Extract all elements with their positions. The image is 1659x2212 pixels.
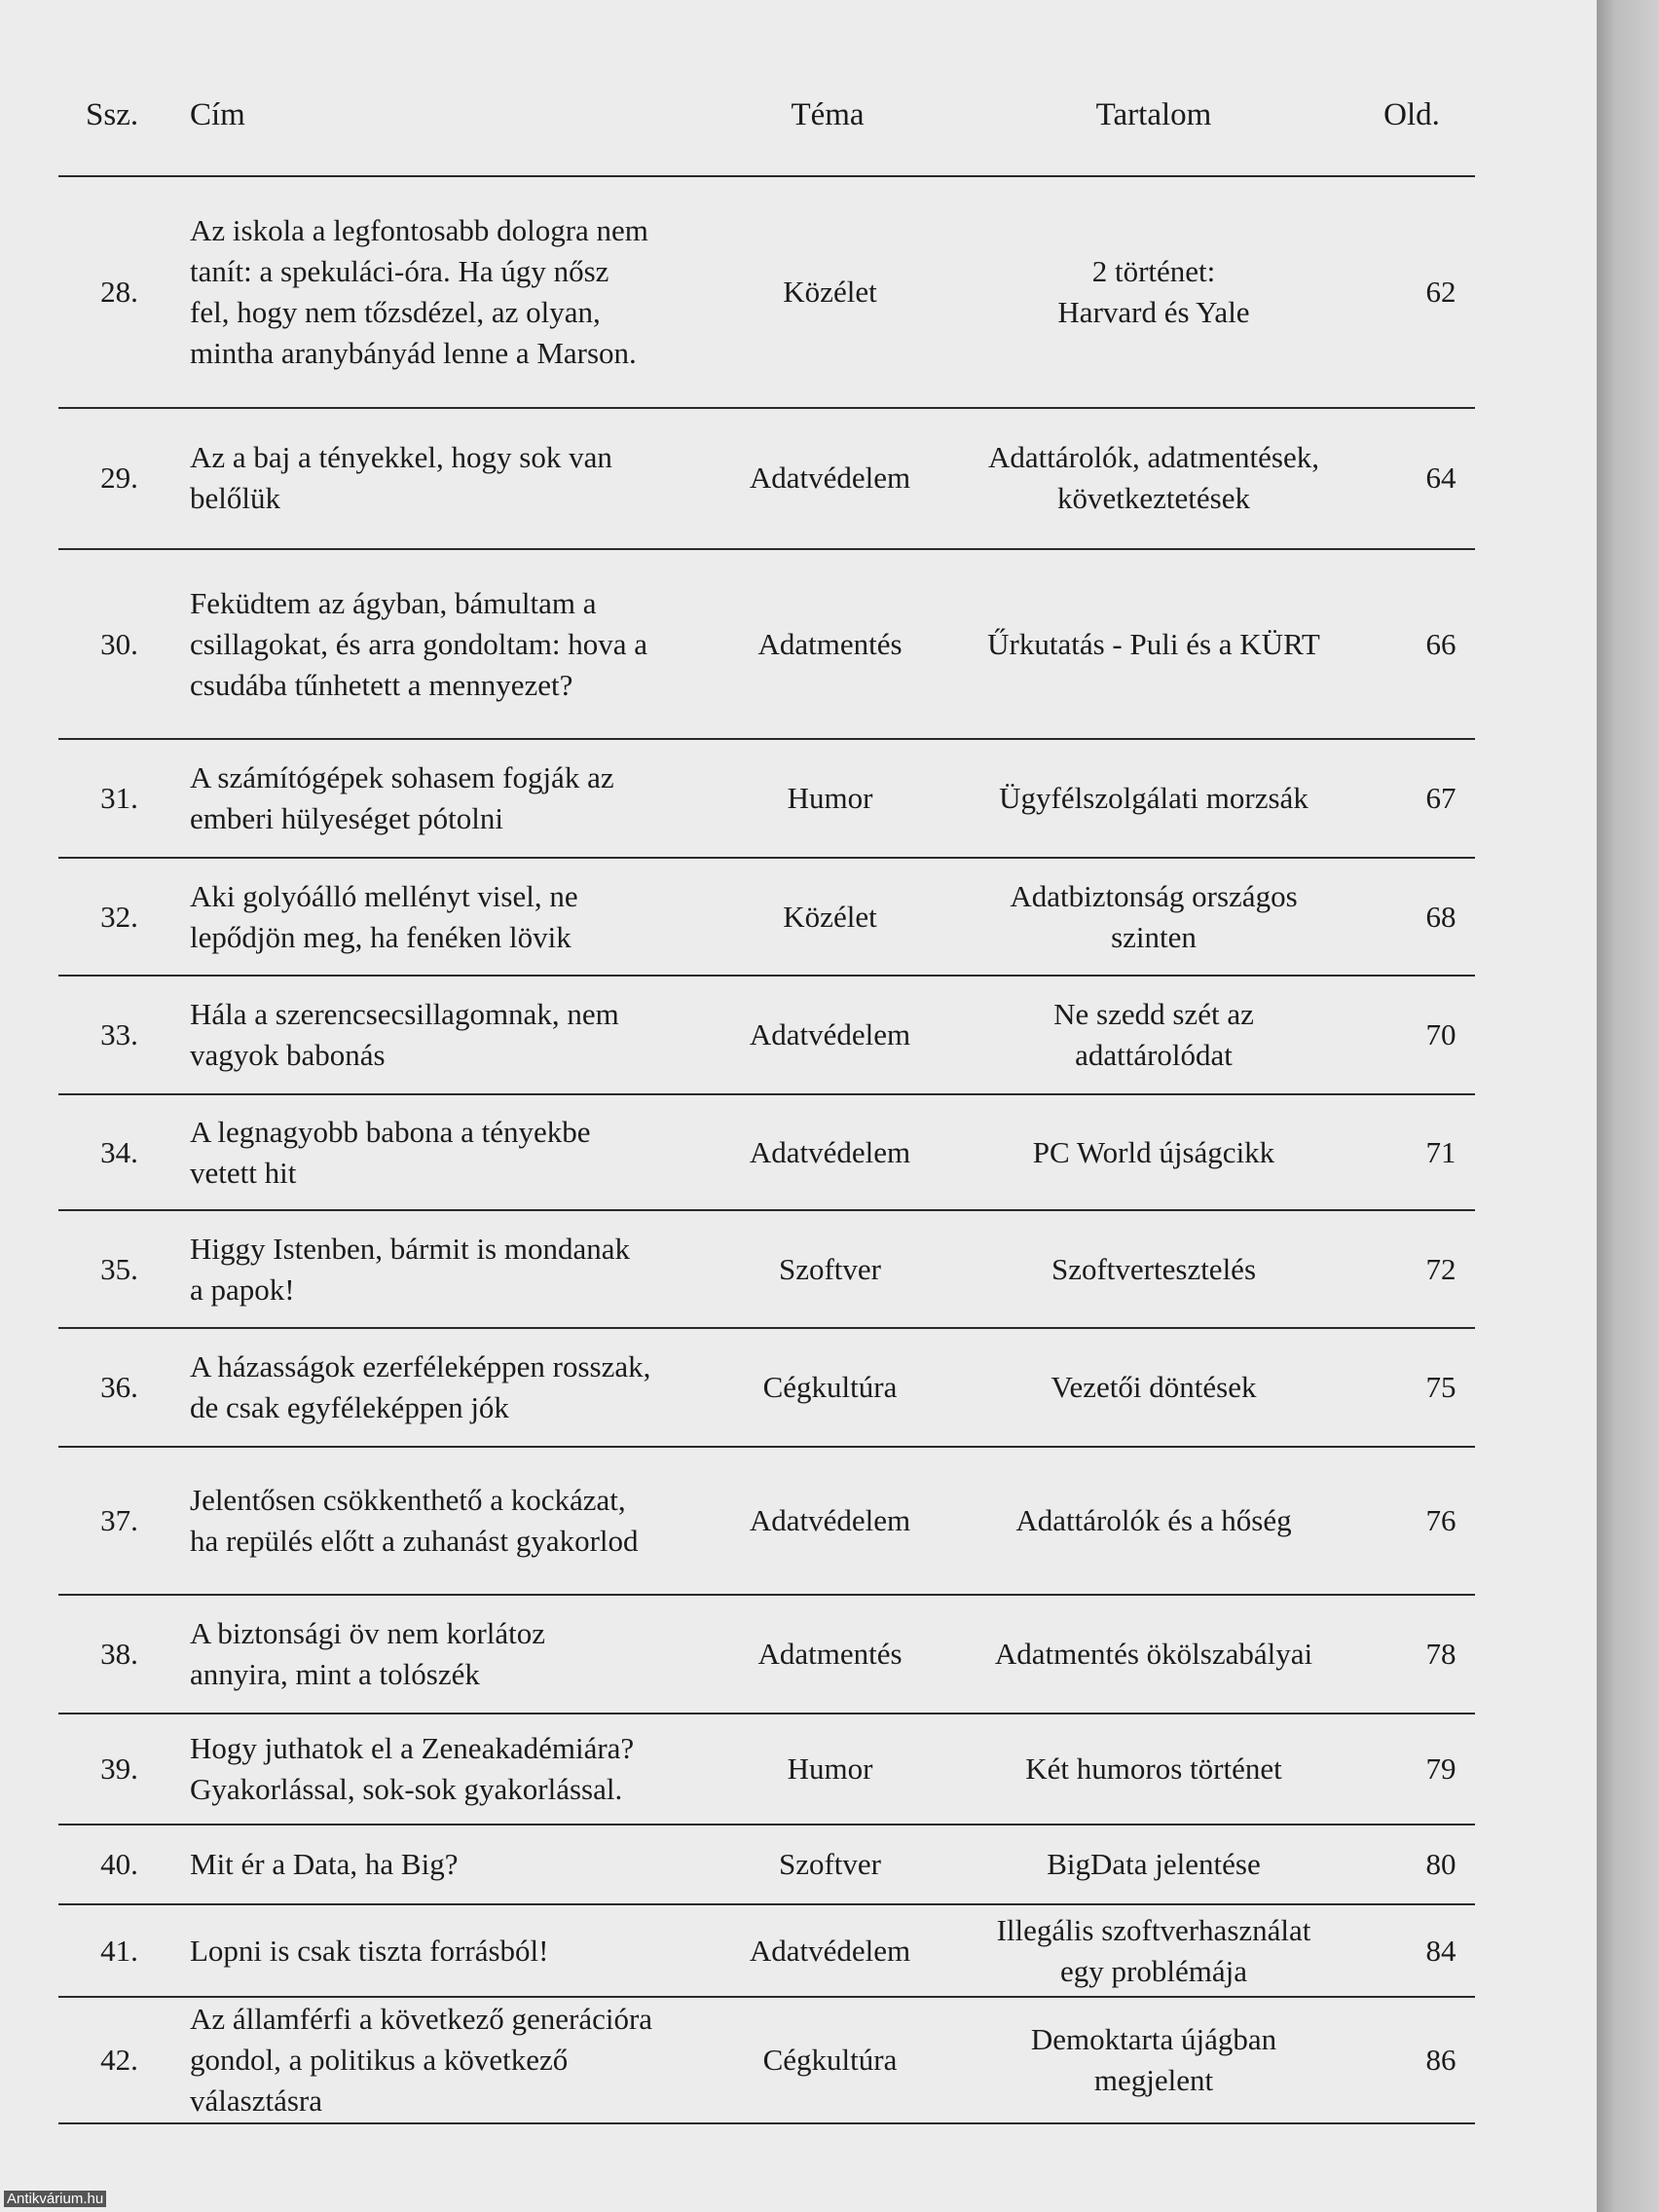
row-page: 67 (1425, 781, 1456, 815)
row-title: A számítógépek sohasem fogják az emberi hülyeséget pótolni (190, 760, 614, 835)
row-title: Lopni is csak tiszta forrásból! (190, 1933, 549, 1968)
table-row (0, 977, 1597, 1093)
row-title: Az iskola a legfontosabb dologra nem tanít: a spekuláci-óra. Ha úgy nősz fel, hogy nem tőzsdézel, az olyan, mintha aranybányád lenne a Marson. (190, 212, 648, 370)
table-row (0, 740, 1597, 857)
row-number: 33. (100, 1017, 138, 1051)
table-row (0, 409, 1597, 547)
row-topic: Humor (787, 781, 873, 815)
row-number: 42. (100, 2043, 138, 2077)
table-row (0, 1211, 1597, 1327)
header-ssz: Ssz. (86, 97, 139, 132)
row-topic: Humor (787, 1751, 873, 1786)
row-page: 86 (1425, 2043, 1456, 2077)
row-page: 76 (1425, 1503, 1456, 1537)
header-tema: Téma (791, 97, 865, 132)
row-content: Illegális szoftverhasználat egy problémája (996, 1912, 1311, 1988)
row-number: 40. (100, 1847, 138, 1881)
row-title: Feküdtem az ágyban, bámultam a csillagokat, és arra gondoltam: hova a csudába tűnhetett a mennyezet? (190, 585, 648, 702)
row-number: 35. (100, 1251, 138, 1286)
row-topic: Adatvédelem (749, 461, 911, 495)
row-page: 64 (1425, 461, 1456, 495)
row-content: Adatbiztonság országos szinten (1010, 879, 1298, 954)
watermark: Antikvárium.hu (4, 2191, 106, 2207)
row-topic: Adatvédelem (749, 1933, 911, 1968)
row-topic: Adatvédelem (749, 1503, 911, 1537)
row-topic: Közélet (783, 274, 877, 309)
row-page: 72 (1425, 1251, 1456, 1286)
row-number: 34. (100, 1134, 138, 1169)
row-page: 80 (1425, 1847, 1456, 1881)
row-number: 29. (100, 461, 138, 495)
row-number: 41. (100, 1933, 138, 1968)
row-number: 38. (100, 1637, 138, 1671)
row-title: Hogy juthatok el a Zeneakadémiára? Gyakorlással, sok-sok gyakorlással. (190, 1731, 635, 1806)
row-content: BigData jelentése (1047, 1847, 1261, 1881)
table-row (0, 1329, 1597, 1446)
row-topic: Cégkultúra (762, 1370, 898, 1404)
row-page: 68 (1425, 900, 1456, 934)
row-content: Űrkutatás - Puli és a KÜRT (987, 626, 1320, 661)
row-content: Adattárolók, adatmentések, következtetések (987, 440, 1320, 515)
table-row (0, 177, 1597, 406)
row-topic: Szoftver (778, 1251, 882, 1286)
table-row (0, 1714, 1597, 1824)
row-number: 28. (100, 274, 138, 309)
table-row (0, 1998, 1597, 2122)
row-title: Jelentősen csökkenthető a kockázat, ha repülés előtt a zuhanást gyakorlod (190, 1483, 639, 1558)
page-stack-edge (1597, 0, 1659, 2212)
row-page: 78 (1425, 1637, 1456, 1671)
row-title: Hála a szerencsecsillagomnak, nem vagyok babonás (190, 997, 619, 1072)
row-page: 79 (1425, 1751, 1456, 1786)
row-content: Vezetői döntések (1051, 1370, 1257, 1404)
row-number: 36. (100, 1370, 138, 1404)
row-page: 84 (1425, 1933, 1456, 1968)
row-number: 32. (100, 900, 138, 934)
row-number: 31. (100, 781, 138, 815)
row-content: Szoftvertesztelés (1051, 1251, 1257, 1286)
header-old: Old. (1383, 97, 1440, 132)
row-content: Adattárolók és a hőség (1015, 1503, 1292, 1537)
table-row (0, 1825, 1597, 1903)
table-row (0, 550, 1597, 738)
row-page: 71 (1425, 1134, 1456, 1169)
table-bottom-rule (58, 2122, 1475, 2124)
row-title: Aki golyóálló mellényt visel, ne lepődjön meg, ha fenéken lövik (190, 879, 578, 954)
row-number: 37. (100, 1503, 138, 1537)
table-row (0, 1095, 1597, 1209)
table-row (0, 859, 1597, 976)
row-topic: Adatmentés (757, 626, 903, 661)
row-topic: Adatvédelem (749, 1017, 911, 1051)
table-row (0, 1448, 1597, 1594)
row-page: 75 (1425, 1370, 1456, 1404)
row-page: 62 (1425, 274, 1456, 309)
row-title: Mit ér a Data, ha Big? (190, 1847, 459, 1881)
row-topic: Szoftver (778, 1847, 882, 1881)
row-title: A házasságok ezerféleképpen rosszak, de csak egyféleképpen jók (190, 1349, 651, 1424)
row-topic: Cégkultúra (762, 2043, 898, 2077)
row-content: Két humoros történet (1025, 1751, 1282, 1786)
header-tartalom: Tartalom (1095, 97, 1212, 132)
row-title: Az a baj a tényekkel, hogy sok van belőlük (190, 440, 612, 515)
row-content: Adatmentés ökölszabályai (994, 1637, 1313, 1671)
row-title: Az államférfi a következő generációra gondol, a politikus a következő választásra (190, 2002, 653, 2118)
row-title: A biztonsági öv nem korlátoz annyira, mint a tolószék (190, 1616, 546, 1691)
row-page: 66 (1425, 626, 1456, 661)
header-cim: Cím (190, 97, 245, 132)
row-title: A legnagyobb babona a tényekbe vetett hit (190, 1114, 591, 1190)
row-topic: Közélet (783, 900, 877, 934)
row-title: Higgy Istenben, bármit is mondanak a papok! (190, 1231, 630, 1307)
row-content: PC World újságcikk (1032, 1134, 1275, 1169)
row-topic: Adatmentés (757, 1637, 903, 1671)
table-row (0, 1596, 1597, 1713)
row-topic: Adatvédelem (749, 1134, 911, 1169)
row-content: Demoktarta újágban megjelent (1030, 2022, 1277, 2097)
row-content: Ügyfélszolgálati morzsák (999, 781, 1309, 815)
row-number: 30. (100, 626, 138, 661)
row-content: Ne szedd szét az adattárolódat (1053, 997, 1254, 1072)
row-page: 70 (1425, 1017, 1456, 1051)
table-row (0, 1905, 1597, 1996)
row-number: 39. (100, 1751, 138, 1786)
row-content: 2 történet: Harvard és Yale (1057, 253, 1250, 329)
